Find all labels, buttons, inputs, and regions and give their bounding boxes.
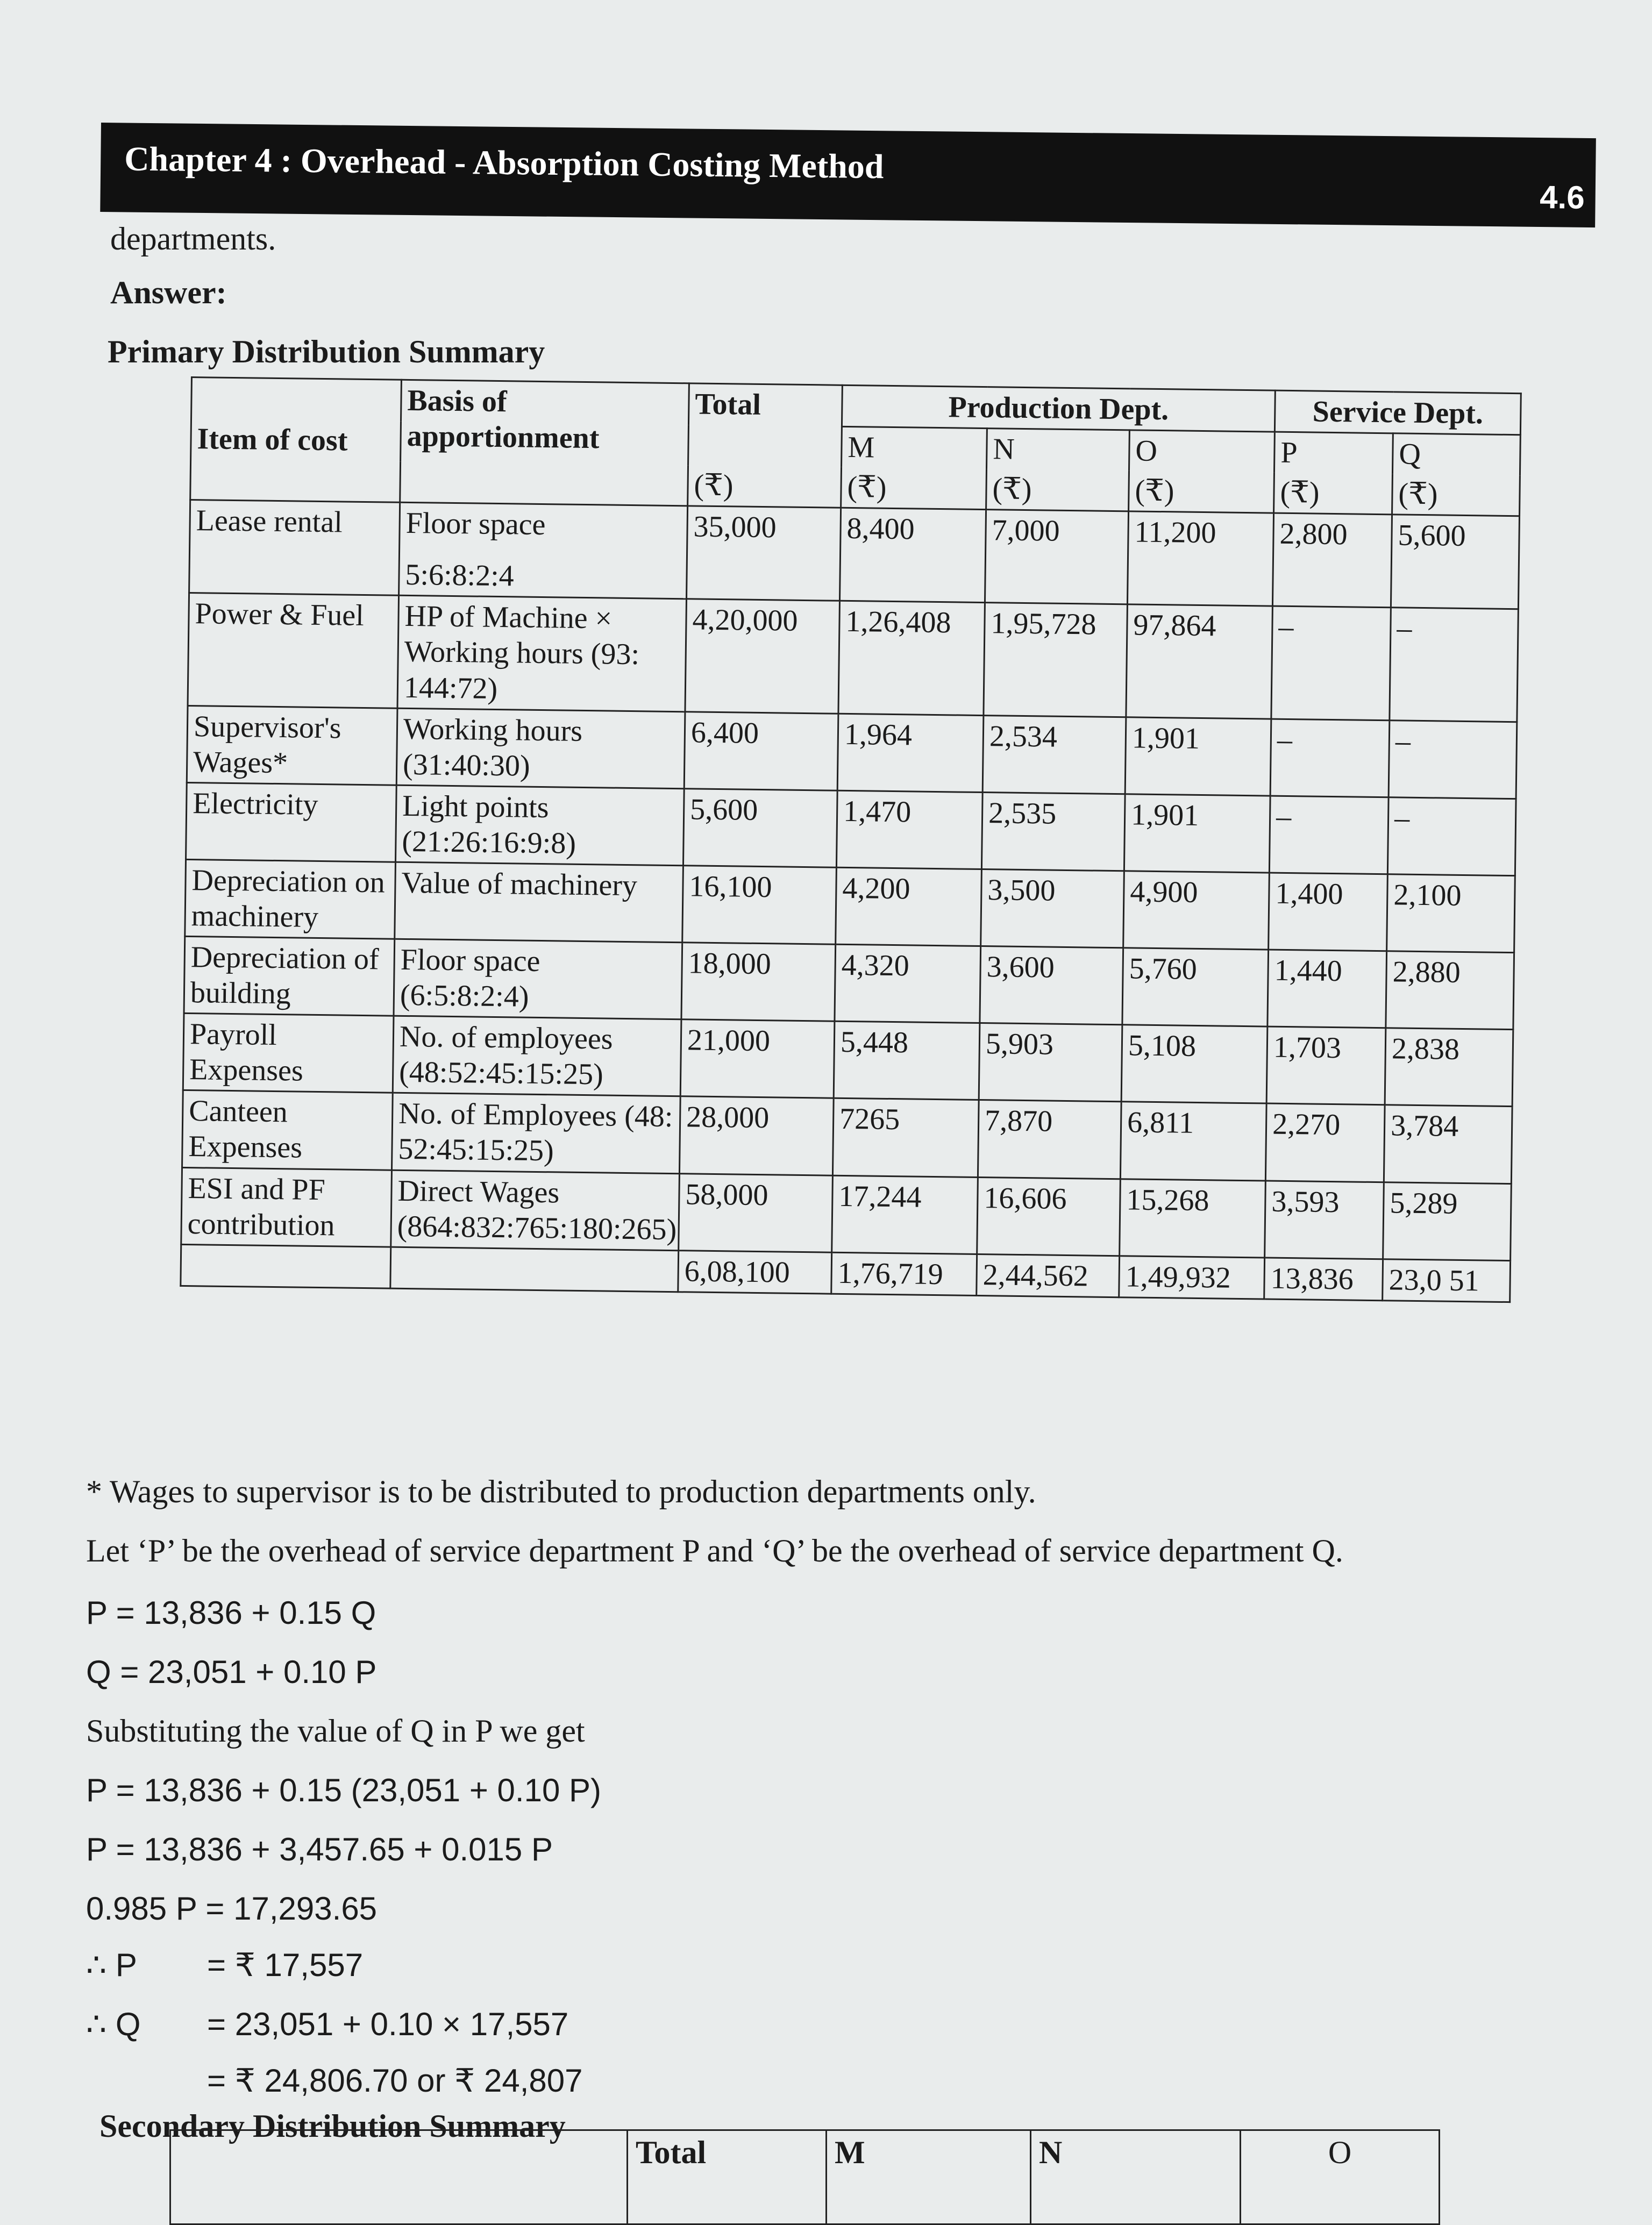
q-cell: – <box>1387 797 1516 876</box>
secondary-distribution-table <box>169 2129 1440 2225</box>
item-cell: Depreciation on machinery <box>185 859 396 939</box>
secondary-m-header: M <box>827 2130 1031 2224</box>
m-cell: 17,244 <box>832 1175 978 1254</box>
m-cell: 4,200 <box>836 867 982 946</box>
q-cell: – <box>1390 608 1519 722</box>
currency-n: (₹) <box>986 469 1129 511</box>
m-cell: 1,26,408 <box>838 601 985 716</box>
footnote: * Wages to supervisor is to be distributed to production departments only. <box>86 1474 1036 1509</box>
result-p-value: = ₹ 17,557 <box>207 1947 364 1983</box>
dept-m-header: M <box>842 426 987 469</box>
o-cell: 5,108 <box>1121 1025 1268 1103</box>
dept-p-header: P <box>1274 432 1393 474</box>
table-header-row-1 <box>191 377 1521 435</box>
o-sum: 1,49,932 <box>1119 1256 1265 1299</box>
secondary-header-row <box>170 2130 1440 2224</box>
basis-cell: Floor space (6:5:8:2:4) <box>394 939 682 1019</box>
n-cell: 7,870 <box>978 1100 1121 1179</box>
n-sum: 2,44,562 <box>977 1254 1120 1297</box>
secondary-heading: Secondary Distribution Summary <box>99 2108 566 2144</box>
o-cell: 97,864 <box>1126 604 1273 719</box>
o-cell: 6,811 <box>1120 1102 1266 1180</box>
let-statement: Let ‘P’ be the overhead of service department P and ‘Q’ be the overhead of service department Q. <box>86 1533 1343 1568</box>
n-cell: 2,534 <box>982 715 1126 794</box>
col-basis-header: Basis of apportionment <box>400 380 689 506</box>
total-cell: 21,000 <box>680 1019 835 1099</box>
dept-q-header: Q <box>1392 433 1520 475</box>
q-cell: 5,289 <box>1383 1182 1512 1260</box>
item-cell: ESI and PF contribution <box>181 1167 392 1247</box>
p-sum: 13,836 <box>1264 1258 1383 1301</box>
basis-text: Floor space <box>405 507 546 542</box>
q-cell: 2,838 <box>1385 1028 1513 1107</box>
m-cell: 7265 <box>832 1099 979 1177</box>
item-cell: Power & Fuel <box>188 593 399 708</box>
currency-o: (₹) <box>1129 470 1274 513</box>
equation-simplified: 0.985 P = 17,293.65 <box>86 1891 378 1927</box>
result-q-label: ∴ Q <box>86 2006 141 2042</box>
secondary-o-header: O <box>1241 2130 1440 2224</box>
totals-empty-cell <box>181 1244 391 1288</box>
m-cell: 1,964 <box>837 714 984 792</box>
total-cell: 58,000 <box>679 1173 833 1252</box>
p-cell: 1,440 <box>1268 950 1387 1028</box>
chapter-title: Chapter 4 : Overhead - Absorption Costing Method <box>124 139 884 186</box>
q-cell: – <box>1388 720 1517 798</box>
o-cell: 1,901 <box>1125 717 1271 795</box>
totals-empty-cell <box>390 1247 679 1292</box>
p-cell: 2,270 <box>1265 1103 1385 1182</box>
currency-m: (₹) <box>841 467 987 510</box>
q-cell: 2,880 <box>1386 951 1514 1030</box>
p-cell: – <box>1269 796 1388 874</box>
p-cell: 2,800 <box>1272 513 1392 608</box>
table-row <box>189 500 1520 609</box>
basis-cell: Direct Wages (864:832:765:180:265) <box>391 1170 680 1251</box>
equation-p: P = 13,836 + 0.15 Q <box>86 1595 376 1631</box>
item-cell: Lease rental <box>189 500 400 596</box>
q-cell: 5,600 <box>1391 515 1519 609</box>
item-cell: Supervisor's Wages* <box>187 705 397 785</box>
n-cell: 2,535 <box>981 792 1125 871</box>
page-number: 4.6 <box>1539 179 1585 216</box>
p-cell: 1,703 <box>1266 1026 1386 1105</box>
result-q-value: = ₹ 24,806.70 or ₹ 24,807 <box>207 2063 583 2099</box>
m-cell: 8,400 <box>839 508 986 603</box>
total-cell: 16,100 <box>682 866 837 945</box>
equation-q: Q = 23,051 + 0.10 P <box>86 1654 377 1690</box>
col-total-header: Total <box>688 383 843 467</box>
o-cell: 15,268 <box>1120 1179 1266 1257</box>
col-item-header: Item of cost <box>190 377 402 503</box>
primary-heading: Primary Distribution Summary <box>108 334 545 369</box>
service-dept-header: Service Dept. <box>1274 390 1521 435</box>
n-cell: 16,606 <box>977 1177 1121 1256</box>
dept-n-header: N <box>987 429 1130 471</box>
basis-cell: No. of employees (48:52:45:15:25) <box>393 1016 681 1096</box>
total-cell: 6,400 <box>684 711 838 790</box>
dept-o-header: O <box>1129 430 1274 473</box>
total-cell: 35,000 <box>687 506 841 601</box>
m-sum: 1,76,719 <box>831 1252 977 1295</box>
table-row <box>188 593 1518 722</box>
currency-p: (₹) <box>1274 473 1393 515</box>
o-cell: 11,200 <box>1127 511 1273 606</box>
o-cell: 1,901 <box>1124 794 1270 873</box>
item-cell: Payroll Expenses <box>183 1014 394 1093</box>
m-cell: 5,448 <box>834 1021 980 1100</box>
chapter-header-bar <box>100 123 1596 227</box>
intro-text: departments. <box>110 221 276 256</box>
total-cell: 5,600 <box>683 789 837 868</box>
basis-cell: Light points (21:26:16:9:8) <box>395 785 684 866</box>
m-cell: 1,470 <box>836 790 982 869</box>
secondary-particulars-cell <box>170 2130 628 2224</box>
n-cell: 5,903 <box>979 1023 1122 1102</box>
currency-q: (₹) <box>1392 474 1520 516</box>
result-p-label: ∴ P <box>86 1947 137 1983</box>
n-cell: 7,000 <box>985 510 1128 604</box>
total-cell: 4,20,000 <box>685 599 840 714</box>
item-cell: Canteen Expenses <box>182 1090 393 1170</box>
secondary-total-header: Total <box>628 2130 827 2224</box>
substitution-text: Substituting the value of Q in P we get <box>86 1713 585 1749</box>
basis-cell: No. of Employees (48: 52:45:15:25) <box>391 1093 680 1174</box>
equation-substituted: P = 13,836 + 0.15 (23,051 + 0.10 P) <box>86 1772 601 1808</box>
o-cell: 5,760 <box>1122 948 1269 1026</box>
item-cell: Depreciation of building <box>184 937 395 1016</box>
basis-cell: Value of machinery <box>395 862 683 943</box>
n-cell: 1,95,728 <box>984 603 1128 717</box>
q-cell: 3,784 <box>1384 1105 1512 1183</box>
total-cell: 28,000 <box>679 1096 834 1175</box>
basis-ratio: 5:6:8:2:4 <box>405 558 515 593</box>
secondary-n-header: N <box>1031 2130 1241 2224</box>
total-cell: 18,000 <box>681 943 836 1022</box>
total-sum: 6,08,100 <box>678 1250 832 1294</box>
n-cell: 3,600 <box>980 946 1123 1025</box>
equation-expanded: P = 13,836 + 3,457.65 + 0.015 P <box>86 1831 553 1867</box>
production-dept-header: Production Dept. <box>842 385 1275 432</box>
n-cell: 3,500 <box>981 869 1124 947</box>
result-q-expression: = 23,051 + 0.10 × 17,557 <box>207 2006 569 2042</box>
item-cell: Electricity <box>186 782 397 862</box>
q-sum: 23,0 51 <box>1383 1259 1511 1302</box>
m-cell: 4,320 <box>835 944 981 1023</box>
answer-label: Answer: <box>110 275 227 310</box>
basis-cell: Working hours (31:40:30) <box>396 708 685 789</box>
p-cell: – <box>1270 719 1390 797</box>
basis-cell <box>399 503 688 600</box>
p-cell: – <box>1271 606 1391 720</box>
primary-distribution-table <box>180 376 1522 1303</box>
basis-cell: HP of Machine × Working hours (93: 144:72) <box>397 596 687 712</box>
currency-total: (₹) <box>688 465 842 508</box>
o-cell: 4,900 <box>1123 871 1270 950</box>
p-cell: 1,400 <box>1269 873 1388 951</box>
q-cell: 2,100 <box>1387 874 1515 953</box>
p-cell: 3,593 <box>1265 1181 1384 1259</box>
